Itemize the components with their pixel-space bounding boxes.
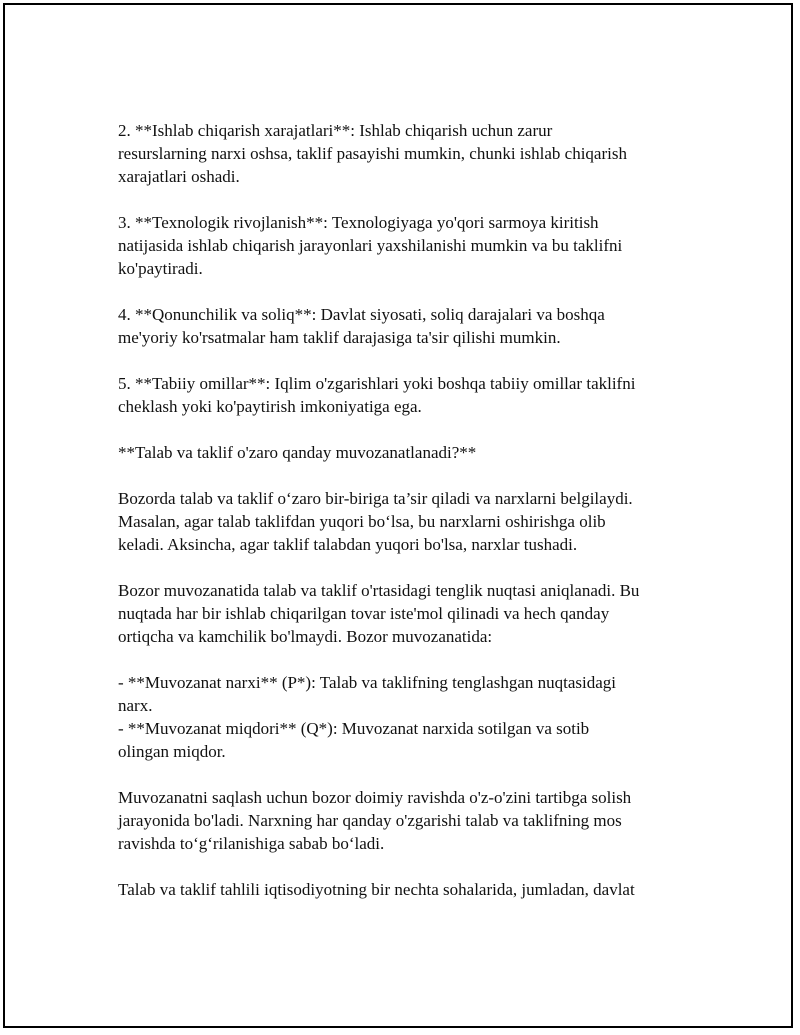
paragraph-analysis-start: Talab va taklif tahlili iqtisodiyotning bir nechta sohalarida, jumladan, davlat [118, 880, 635, 899]
paragraph-technological-development: 3. **Texnologik rivojlanish**: Texnologiyaga yo'qori sarmoya kiritish natijasida ishlab chiqarish jarayonlari yaxshilanishi mumkin va bu taklifni ko'paytiradi. [118, 213, 623, 278]
paragraph-self-regulation: Muvozanatni saqlash uchun bozor doimiy ravishda o'z-o'zini tartibga solish jarayonida bo'ladi. Narxning har qanday o'zgarishi talab va taklifning mos ravishda to‘g‘rilanishiga sabab bo‘ladi. [118, 788, 632, 853]
document-body [118, 119, 693, 924]
paragraph-market-equilibrium: Bozor muvozanatida talab va taklif o'rtasidagi tenglik nuqtasi aniqlanadi. Bu nuqtada har bir ishlab chiqarilgan tovar iste'mol qilinadi va hech qanday ortiqcha va kamchilik bo'lmaydi. Bozor muvozanatida: [118, 581, 640, 646]
paragraph-legislation-tax: 4. **Qonunchilik va soliq**: Davlat siyosati, soliq darajalari va boshqa me'yoriy ko'rsatmalar ham taklif darajasiga ta'sir qilishi mumkin. [118, 305, 605, 347]
list-item-equilibrium-price: - **Muvozanat narxi** (P*): Talab va taklifning tenglashgan nuqtasidagi narx. [118, 673, 616, 715]
paragraph-production-costs: 2. **Ishlab chiqarish xarajatlari**: Ishlab chiqarish uchun zarur resurslarning narxi oshsa, taklif pasayishi mumkin, chunki ishlab chiqarish xarajatlari oshadi. [118, 121, 627, 186]
section-heading-equilibrium: **Talab va taklif o'zaro qanday muvozanatlanadi?** [118, 443, 477, 462]
paragraph-natural-factors: 5. **Tabiiy omillar**: Iqlim o'zgarishlari yoki boshqa tabiiy omillar taklifni cheklash yoki ko'paytirish imkoniyatiga ega. [118, 374, 636, 416]
paragraph-market-interaction: Bozorda talab va taklif o‘zaro bir-biriga ta’sir qiladi va narxlarni belgilaydi. Masalan, agar talab taklifdan yuqori bo‘lsa, bu narxlarni oshirishga olib keladi. Aksincha, agar taklif talabdan yuqori bo'lsa, narxlar tushadi. [118, 489, 633, 554]
list-item-equilibrium-quantity: - **Muvozanat miqdori** (Q*): Muvozanat narxida sotilgan va sotib olingan miqdor. [118, 719, 590, 761]
